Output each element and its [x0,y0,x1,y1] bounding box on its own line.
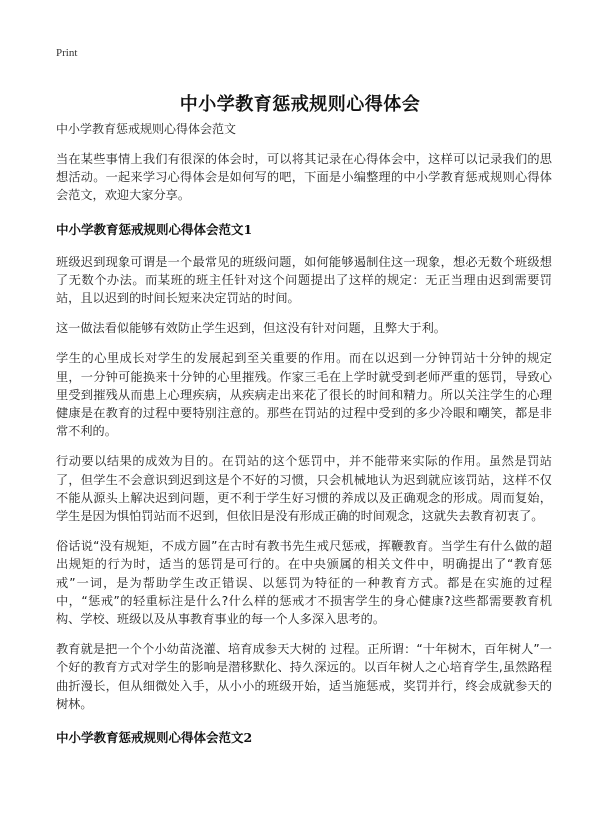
page-title: 中小学教育惩戒规则心得体会 [179,94,421,116]
print-label[interactable]: Print [56,47,78,59]
body-paragraph-5: 俗话说“没有规矩，不成方圆”在古时有教书先生戒尺惩戒，挥鞭教育。当学生有什么做的超出规矩的行为时，适当的惩罚是可行的。在中央颁属的相关文件中，明确提出了“教育惩戒”一词，是为帮助学生改正错误、以惩罚为特征的一种教育方式。都是在实施的过程中，“惩戒”的轻重标注是什么?什么样的惩戒才不损害学生的身心健康?这些都需要教育机构、学校、班级以及从事教育事业的每一个人多深入思考的。 [56,539,552,627]
section-heading-1: 中小学教育惩戒规则心得体会范文1 [56,221,253,237]
intro-paragraph: 当在某些事情上我们有很深的体会时，可以将其记录在心得体会中，这样可以记录我们的思想活动。一起来学习心得体会是如何写的吧，下面是小编整理的中小学教育惩戒规则心得体会范文，欢迎大家分享。 [56,152,552,203]
document-subtitle: 中小学教育惩戒规则心得体会范文 [56,122,237,136]
body-paragraph-2: 这一做法看似能够有效防止学生迟到，但这没有针对问题，且弊大于利。 [56,321,446,336]
body-paragraph-1: 班级迟到现象可谓是一个最常见的班级问题，如何能够遏制住这一现象，想必无数个班级想了无数个办法。而某班的班主任针对这个问题提出了这样的规定：无正当理由迟到需要罚站，且以迟到的时间长短来决定罚站的时间。 [56,254,552,306]
body-paragraph-4: 行动要以结果的成效为目的。在罚站的这个惩罚中，并不能带来实际的作用。虽然是罚站了，但学生不会意识到迟到这是个不好的习惯，只会机械地认为迟到就应该罚站，这样不仅不能从源头上解决迟到问题，更不利于学生好习惯的养成以及正确观念的形成。周而复始，学生是因为惧怕罚站而不迟到，但依旧是没有形成正确的时间观念，这就失去教育初衷了。 [56,454,552,524]
document-body [56,120,552,761]
body-paragraph-3: 学生的心里成长对学生的发展起到至关重要的作用。而在以迟到一分钟罚站十分钟的规定里，一分钟可能换来十分钟的心里摧残。作家三毛在上学时就受到老师严重的惩罚，导致心里受到摧残从而患上心理疾病，从疾病走出来花了很长的时间和精力。所以关注学生的心理健康是在教育的过程中要特别注意的。那些在罚站的过程中受到的多少冷眼和嘲笑，都是非常不利的。 [56,351,552,439]
body-paragraph-6: 教育就是把一个个小幼苗浇灌、培育成参天大树的 过程。正所谓：“十年树木，百年树人”一个好的教育方式对学生的影响是潜移默化、持久深远的。以百年树人之心培育学生,虽然路程曲折漫长，但从细微处入手，从小小的班级开始，适当施惩戒，奖罚并行，终会成就参天的树林。 [56,642,552,711]
section-heading-2: 中小学教育惩戒规则心得体会范文2 [56,730,253,746]
